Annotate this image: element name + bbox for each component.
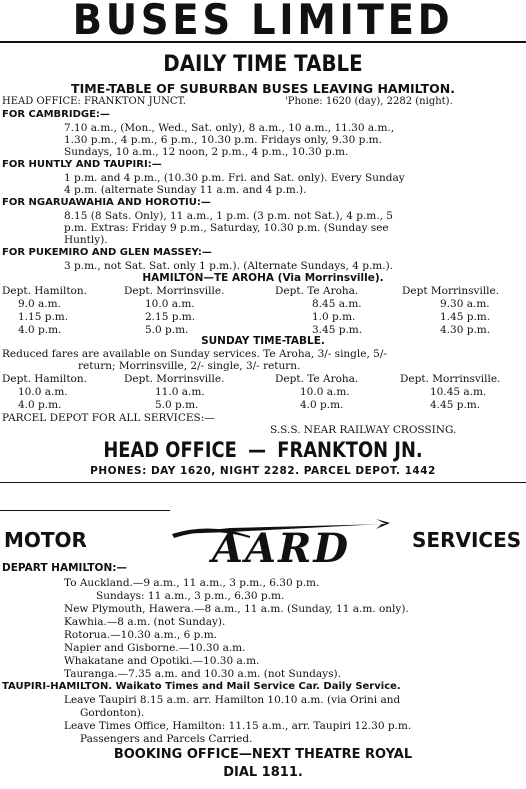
taupiri-line: Gordonton).	[80, 707, 145, 719]
sunday-col-header: Dept. Morrinsville.	[124, 373, 225, 385]
ngaruawahia-line: p.m. Extras: Friday 9 p.m., Saturday, 10.30 p.m. (Sunday see	[64, 222, 389, 234]
fares-line: Reduced fares are available on Sunday services. Te Aroha, 3/- single, 5/-	[2, 348, 387, 360]
ngaruawahia-label: FOR NGARUAWAHIA AND HOROTIU:—	[2, 197, 211, 208]
te-aroha-cell: 3.45 p.m.	[312, 324, 363, 336]
sunday-cell: 4.0 p.m.	[300, 399, 344, 411]
aard-route-line: Napier and Gisborne.—10.30 a.m.	[64, 642, 246, 654]
te-aroha-cell: 4.0 p.m.	[18, 324, 62, 336]
te-aroha-heading: HAMILTON—TE AROHA (Via Morrinsville).	[142, 272, 384, 284]
te-aroha-col-header: Dept Morrinsville.	[402, 285, 500, 297]
pukemiro-line: 3 p.m., not Sat. Sat. only 1 p.m.). (Alternate Sundays, 4 p.m.).	[64, 260, 394, 272]
te-aroha-cell: 10.0 a.m.	[145, 298, 195, 310]
aard-route-line: Sundays: 11 a.m., 3 p.m., 6.30 p.m.	[96, 590, 285, 602]
sunday-cell: 11.0 a.m.	[155, 386, 205, 398]
pukemiro-label: FOR PUKEMIRO AND GLEN MASSEY:—	[2, 247, 212, 258]
aard-route-line: Whakatane and Opotiki.—10.30 a.m.	[64, 655, 260, 667]
cambridge-label: FOR CAMBRIDGE:—	[2, 109, 110, 120]
ngaruawahia-line: Huntly).	[64, 234, 108, 246]
sunday-col-header: Dept. Morrinsville.	[400, 373, 501, 385]
aard-route-line: New Plymouth, Hawera.—8 a.m., 11 a.m. (Sunday, 11 a.m. only).	[64, 603, 409, 615]
taupiri-line: Leave Taupiri 8.15 a.m. arr. Hamilton 10.10 a.m. (via Orini and	[64, 694, 401, 706]
sunday-time-table-heading: SUNDAY TIME-TABLE.	[201, 335, 325, 347]
sunday-col-header: Dept. Hamilton.	[2, 373, 87, 385]
sunday-cell: 4.45 p.m.	[430, 399, 481, 411]
taupiri-hamilton-heading: TAUPIRI-HAMILTON. Waikato Times and Mail Service Car. Daily Service.	[2, 681, 401, 692]
te-aroha-cell: 5.0 p.m.	[145, 324, 189, 336]
ngaruawahia-line: 8.15 (8 Sats. Only), 11 a.m., 1 p.m. (3 p.m. not Sat.), 4 p.m., 5	[64, 210, 393, 222]
te-aroha-cell: 8.45 a.m.	[312, 298, 362, 310]
te-aroha-cell: 4.30 p.m.	[440, 324, 491, 336]
phones-line: PHONES: DAY 1620, NIGHT 2282. PARCEL DEPOT. 1442	[90, 465, 436, 477]
motor-label: MOTOR	[4, 528, 87, 552]
te-aroha-col-header: Dept. Hamilton.	[2, 285, 87, 297]
section-divider-left	[0, 510, 170, 511]
aard-logo-text: AARD	[212, 525, 350, 570]
taupiri-line: Passengers and Parcels Carried.	[80, 733, 253, 745]
head-office-banner	[39, 437, 486, 463]
booking-office-line: BOOKING OFFICE—NEXT THEATRE ROYAL	[113, 747, 413, 762]
te-aroha-cell: 1.45 p.m.	[440, 311, 491, 323]
fares-line: return; Morrinsville, 2/- single, 3/- return.	[78, 360, 301, 372]
dial-line: DIAL 1811.	[223, 765, 303, 780]
aard-route-line: Tauranga.—7.35 a.m. and 10.30 a.m. (not Sundays).	[64, 668, 341, 680]
te-aroha-cell: 9.30 a.m.	[440, 298, 490, 310]
te-aroha-cell: 1.15 p.m.	[18, 311, 69, 323]
title-rule	[0, 41, 526, 43]
sunday-cell: 5.0 p.m.	[155, 399, 199, 411]
depart-hamilton-label: DEPART HAMILTON:—	[2, 562, 127, 574]
sunday-cell: 10.45 a.m.	[430, 386, 487, 398]
sunday-cell: 4.0 p.m.	[18, 399, 62, 411]
te-aroha-col-header: Dept. Te Aroha.	[275, 285, 359, 297]
huntly-line: 1 p.m. and 4 p.m., (10.30 p.m. Fri. and Sat. only). Every Sunday	[64, 172, 405, 184]
head-office-line: HEAD OFFICE: FRANKTON JUNCT.	[2, 96, 186, 107]
parcel-depot-line: PARCEL DEPOT FOR ALL SERVICES:—	[2, 412, 215, 424]
cambridge-line: 7.10 a.m., (Mon., Wed., Sat. only), 8 a.m., 10 a.m., 11.30 a.m.,	[64, 122, 395, 134]
parcel-depot-location: S.S.S. NEAR RAILWAY CROSSING.	[270, 424, 457, 436]
te-aroha-cell: 1.0 p.m.	[312, 311, 356, 323]
aard-route-line: To Auckland.—9 a.m., 11 a.m., 3 p.m., 6.30 p.m.	[64, 577, 320, 589]
phone-line: 'Phone: 1620 (day), 2282 (night).	[285, 96, 453, 107]
services-label: SERVICES	[412, 528, 522, 552]
te-aroha-col-header: Dept. Morrinsville.	[124, 285, 225, 297]
aard-logo	[170, 512, 392, 570]
head-office-text: HEAD OFFICE	[103, 438, 237, 462]
section-divider	[0, 482, 526, 483]
sunday-col-header: Dept. Te Aroha.	[275, 373, 359, 385]
huntly-line: 4 p.m. (alternate Sunday 11 a.m. and 4 p.m.).	[64, 184, 307, 196]
frankton-text: FRANKTON JN.	[277, 438, 423, 462]
taupiri-line: Leave Times Office, Hamilton: 11.15 a.m., arr. Taupiri 12.30 p.m.	[64, 720, 412, 732]
te-aroha-cell: 9.0 a.m.	[18, 298, 61, 310]
te-aroha-cell: 2.15 p.m.	[145, 311, 196, 323]
cambridge-line: 1.30 p.m., 4 p.m., 6 p.m., 10.30 p.m. Fridays only, 9.30 p.m.	[64, 134, 382, 146]
head-office-dash: —	[248, 438, 266, 462]
daily-time-table-heading: DAILY TIME TABLE	[163, 52, 363, 77]
buses-limited-title: BUSES LIMITED	[72, 0, 454, 44]
sunday-cell: 10.0 a.m.	[18, 386, 68, 398]
aard-route-line: Kawhia.—8 a.m. (not Sunday).	[64, 616, 226, 628]
sunday-cell: 10.0 a.m.	[300, 386, 350, 398]
aard-route-line: Rotorua.—10.30 a.m., 6 p.m.	[64, 629, 217, 641]
cambridge-line: Sundays, 10 a.m., 12 noon, 2 p.m., 4 p.m., 10.30 p.m.	[64, 146, 349, 158]
huntly-label: FOR HUNTLY AND TAUPIRI:—	[2, 159, 162, 170]
suburban-section-title: TIME-TABLE OF SUBURBAN BUSES LEAVING HAMILTON.	[71, 81, 455, 96]
